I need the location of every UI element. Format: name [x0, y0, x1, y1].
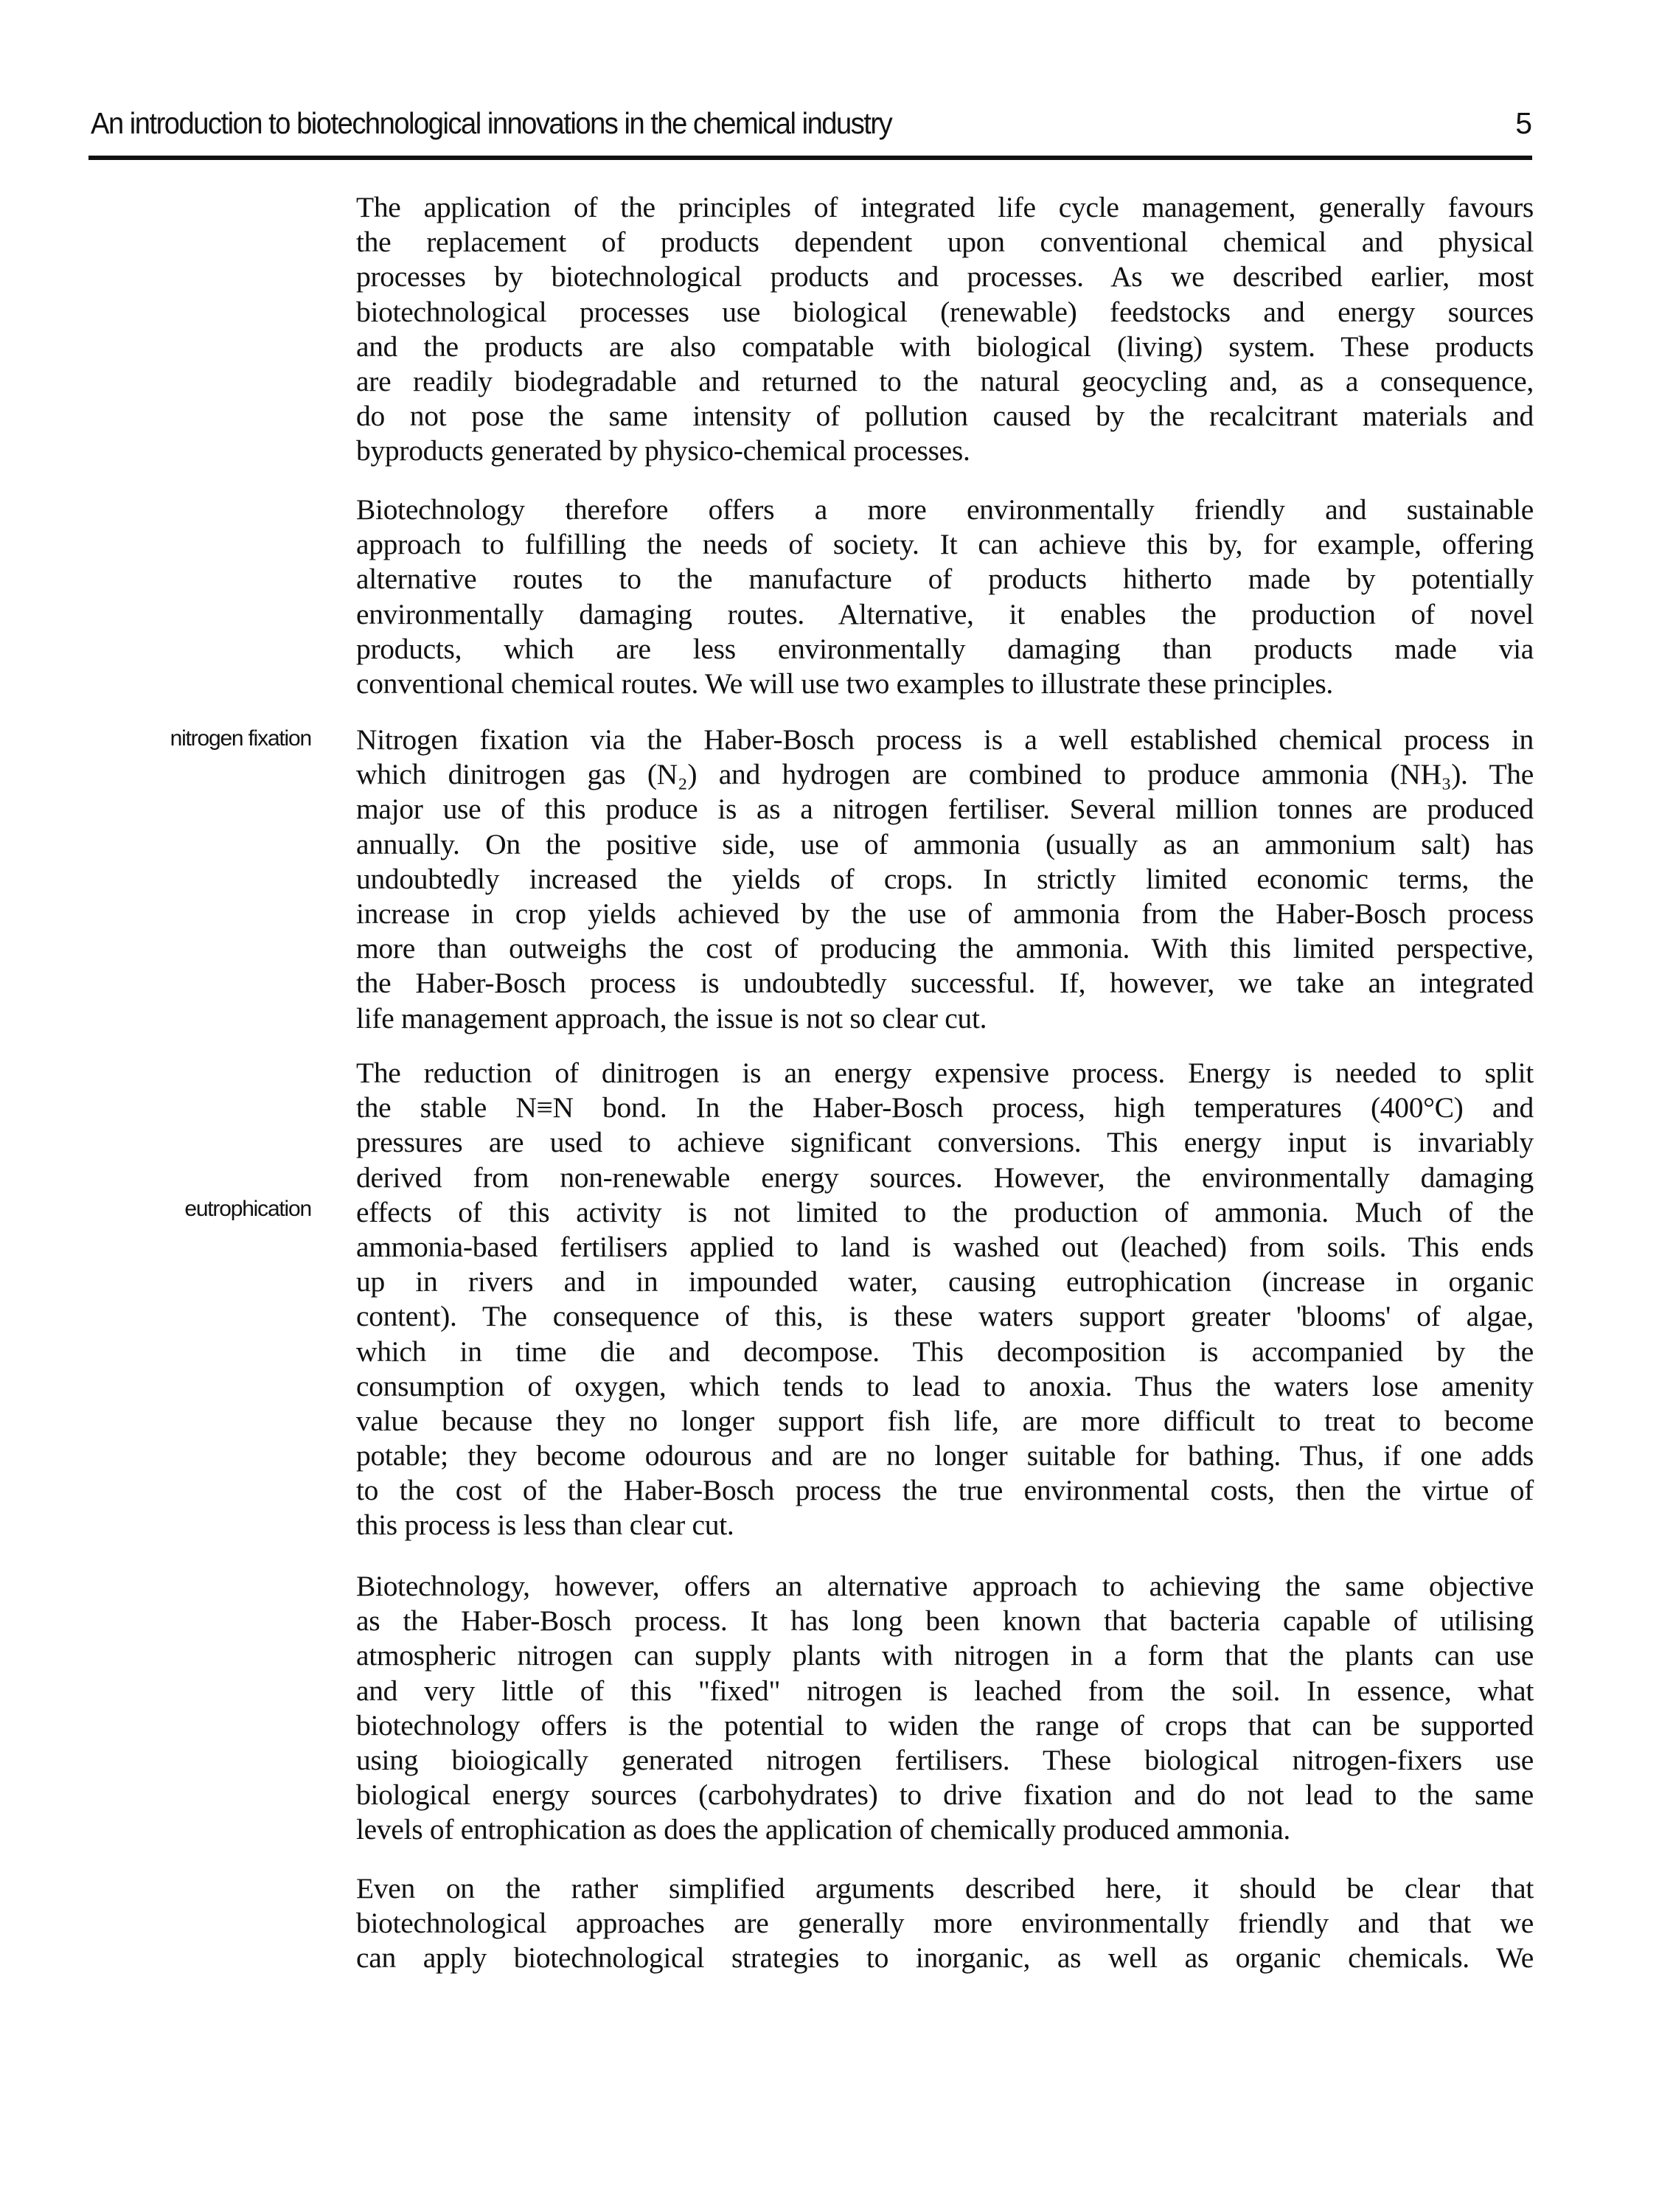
- text-line: consumption of oxygen, which tends to lead to anoxia. Thus the waters lose amenity: [356, 1369, 1534, 1402]
- text-line: as the Haber-Bosch process. It has long been known that bacteria capable of utilising: [356, 1604, 1534, 1638]
- paragraph-2: [356, 493, 1534, 701]
- text-line: biological energy sources (carbohydrates) to drive fixation and do not lead to the same: [356, 1778, 1534, 1812]
- text-line: pressures are used to achieve significant conversions. This energy input is invariably: [356, 1126, 1534, 1159]
- paragraph-3: [356, 723, 1534, 1036]
- text-line: content). The consequence of this, is these waters support greater 'blooms' of algae,: [356, 1300, 1534, 1333]
- text-line: can apply biotechnological strategies to inorganic, as well as organic chemicals. We: [356, 1941, 1534, 1975]
- text-line: the Haber-Bosch process is undoubtedly successful. If, however, we take an integrated: [356, 967, 1534, 1000]
- text-line: to the cost of the Haber-Bosch process the true environmental costs, then the virtue of: [356, 1474, 1534, 1507]
- text-line: biotechnology offers is the potential to widen the range of crops that can be supported: [356, 1708, 1534, 1742]
- text-line: using bioiogically generated nitrogen fertilisers. These biological nitrogen-fixers use: [356, 1743, 1534, 1776]
- running-header: [91, 105, 1532, 149]
- text-line: atmospheric nitrogen can supply plants with nitrogen in a form that the plants can use: [356, 1639, 1534, 1672]
- paragraph-1: [356, 190, 1534, 469]
- text-line: and the products are also compatable with biological (living) system. These products: [356, 330, 1534, 363]
- text-line: which dinitrogen gas (N₂) and hydrogen are combined to produce ammonia (NH₃). The: [356, 758, 1534, 791]
- header-rule: [88, 156, 1532, 160]
- text-line: increase in crop yields achieved by the use of ammonia from the Haber-Bosch process: [356, 897, 1534, 930]
- text-line: are readily biodegradable and returned to the natural geocycling and, as a consequence,: [356, 364, 1534, 397]
- text-line: ammonia-based fertilisers applied to land is washed out (leached) from soils. This ends: [356, 1230, 1534, 1263]
- text-line: biotechnological approaches are generally more environmentally friendly and that we: [356, 1907, 1534, 1940]
- margin-note-nitrogen-fixation: nitrogen fixation: [170, 726, 311, 751]
- text-line: byproducts generated by physico-chemical processes.: [356, 434, 970, 467]
- text-line: this process is less than clear cut.: [356, 1509, 734, 1542]
- text-line: Biotechnology therefore offers a more environmentally friendly and sustainable: [356, 493, 1534, 526]
- text-line: do not pose the same intensity of pollution caused by the recalcitrant materials and: [356, 400, 1534, 433]
- text-line: annually. On the positive side, use of ammonia (usually as an ammonium salt) has: [356, 827, 1534, 860]
- text-line: life management approach, the issue is not so clear cut.: [356, 1001, 987, 1034]
- paragraph-5: [356, 1569, 1534, 1848]
- text-line: potable; they become odourous and are no longer suitable for bathing. Thus, if one adds: [356, 1439, 1534, 1472]
- text-line: the stable N≡N bond. In the Haber-Bosch process, high temperatures (400°C) and: [356, 1091, 1534, 1124]
- text-line: undoubtedly increased the yields of crops. In strictly limited economic terms, the: [356, 862, 1534, 895]
- text-line: major use of this produce is as a nitrogen fertiliser. Several million tonnes are produced: [356, 793, 1534, 826]
- text-line: approach to fulfilling the needs of society. It can achieve this by, for example, offering: [356, 528, 1534, 561]
- text-line: processes by biotechnological products and processes. As we described earlier, most: [356, 260, 1534, 293]
- text-line: conventional chemical routes. We will use two examples to illustrate these principles.: [356, 667, 1333, 700]
- text-line: Nitrogen fixation via the Haber-Bosch process is a well established chemical process in: [356, 723, 1534, 756]
- text-line: more than outweighs the cost of producing the ammonia. With this limited perspective,: [356, 932, 1534, 965]
- text-line: environmentally damaging routes. Alternative, it enables the production of novel: [356, 597, 1534, 630]
- margin-note-eutrophication: eutrophication: [184, 1197, 311, 1221]
- text-line: alternative routes to the manufacture of products hitherto made by potentially: [356, 563, 1534, 596]
- paragraph-6: [356, 1871, 1534, 1976]
- page-number: 5: [1515, 106, 1532, 140]
- text-line: the replacement of products dependent upon conventional chemical and physical: [356, 226, 1534, 259]
- text-line: Even on the rather simplified arguments described here, it should be clear that: [356, 1872, 1534, 1905]
- text-line: biotechnological processes use biological (renewable) feedstocks and energy sources: [356, 295, 1534, 328]
- text-line: effects of this activity is not limited to the production of ammonia. Much of the: [356, 1195, 1534, 1228]
- text-line: and very little of this "fixed" nitrogen is leached from the soil. In essence, what: [356, 1674, 1534, 1707]
- text-line: up in rivers and in impounded water, causing eutrophication (increase in organic: [356, 1265, 1534, 1298]
- text-line: The reduction of dinitrogen is an energy expensive process. Energy is needed to split: [356, 1057, 1534, 1089]
- text-line: Biotechnology, however, offers an alternative approach to achieving the same objective: [356, 1570, 1534, 1602]
- text-line: derived from non-renewable energy sources. However, the environmentally damaging: [356, 1161, 1534, 1194]
- text-line: The application of the principles of integrated life cycle management, generally favours: [356, 191, 1534, 223]
- text-line: levels of entrophication as does the application of chemically produced ammonia.: [356, 1813, 1291, 1846]
- text-line: which in time die and decompose. This decomposition is accompanied by the: [356, 1335, 1534, 1368]
- text-line: value because they no longer support fish life, are more difficult to treat to become: [356, 1404, 1534, 1437]
- running-title: An introduction to biotechnological innovations in the chemical industry: [91, 106, 892, 140]
- text-line: products, which are less environmentally damaging than products made via: [356, 632, 1534, 665]
- paragraph-4: [356, 1056, 1534, 1543]
